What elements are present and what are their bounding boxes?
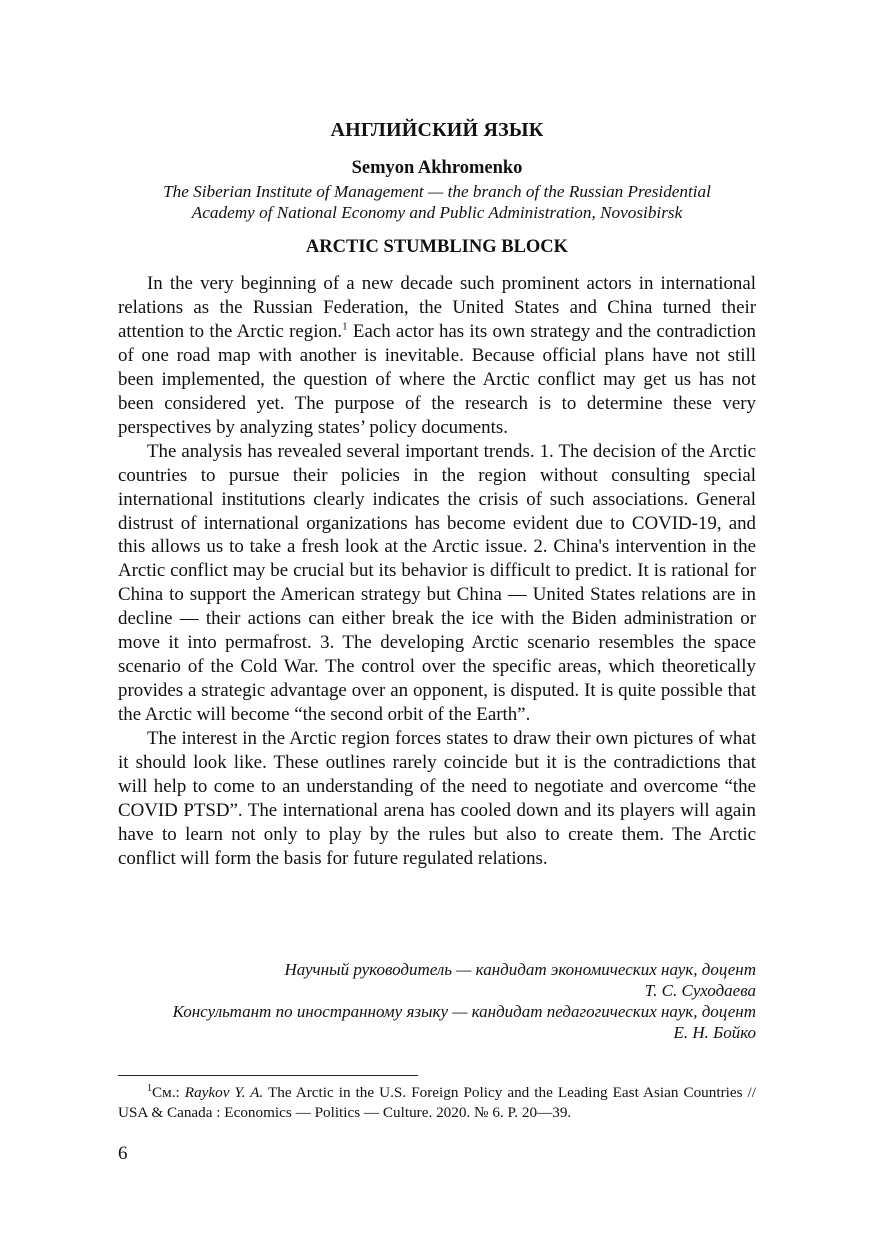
footnote-divider [118,1075,418,1076]
paragraph-1-text-end: Each actor has its own strategy and the contradiction of one road map with another is inevitable. Because official plans have not still been implemented, the question of where the Arctic conflict may get us has not been considered yet. The purpose of the research is to determine these very perspectives by analyzing states’ policy documents. [118,320,756,438]
footnote-citation: The Arctic in the U.S. Foreign Policy and the Leading East Asian Countries // USA & Canada : Economics — Politics — Culture. 2020. № 6. P. 20—39. [118,1084,756,1121]
footnote-text [118,1083,756,1123]
consultant-name: Е. Н. Бойко [673,1023,756,1042]
signature-block [118,959,756,1043]
supervisor-role: Научный руководитель — кандидат экономических наук, доцент [284,960,756,979]
paragraph-1-text-start: In the very beginning of a new decade such prominent actors in international relations as the Russian Federation, the United States and China turned their attention to the Arctic region. [118,273,756,342]
supervisor-name: Т. С. Суходаева [644,981,756,1000]
paragraph-3: The interest in the Arctic region forces states to draw their own pictures of what it should look like. These outlines rarely coincide but it is the contradictions that will help to come to an understanding of the need to negotiate and overcome “the COVID PTSD”. The international arena has cooled down and its players will again have to learn not only to play by the rules but also to create them. The Arctic conflict will form the basis for future regulated relations. [118,728,756,869]
section-heading: АНГЛИЙСКИЙ ЯЗЫК [330,119,544,141]
page-number: 6 [118,1143,128,1164]
footnote [118,1083,756,1123]
author-affiliation [118,181,756,223]
consultant-role: Консультант по иностранному языку — кандидат педагогических наук, доцент [172,1002,756,1021]
footnote-prefix: См.: [152,1084,185,1101]
author-name: Semyon Akhromenko [351,158,523,178]
footnote-mark: 1 [147,1082,152,1094]
article-body [118,272,756,871]
affiliation-line-2: Academy of National Economy and Public Administration, Novosibirsk [191,203,683,222]
paragraph-2: The analysis has revealed several important trends. 1. The decision of the Arctic countries to pursue their policies in the region without consulting special international institutions clearly indicates the crisis of such associations. General distrust of international organizations has become evident due to COVID-19, and this allows us to take a fresh look at the Arctic issue. 2. China's intervention in the Arctic conflict may be crucial but its behavior is difficult to predict. It is rational for China to support the American strategy but China — United States relations are in decline — their actions can either break the ice with the Biden administration or move it into permafrost. 3. The developing Arctic scenario resembles the space scenario of the Cold War. The control over the specific areas, which theoretically provides a strategic advantage over an opponent, is disputed. It is quite possible that the Arctic will become “the second orbit of the Earth”. [118,440,756,726]
article-title: ARCTIC STUMBLING BLOCK [305,237,569,257]
paragraph-1 [118,272,756,440]
footnote-reference: 1 [342,320,348,333]
affiliation-line-1: The Siberian Institute of Management — the branch of the Russian Presidential [163,182,711,201]
footnote-author: Raykov Y. A. [184,1084,264,1101]
